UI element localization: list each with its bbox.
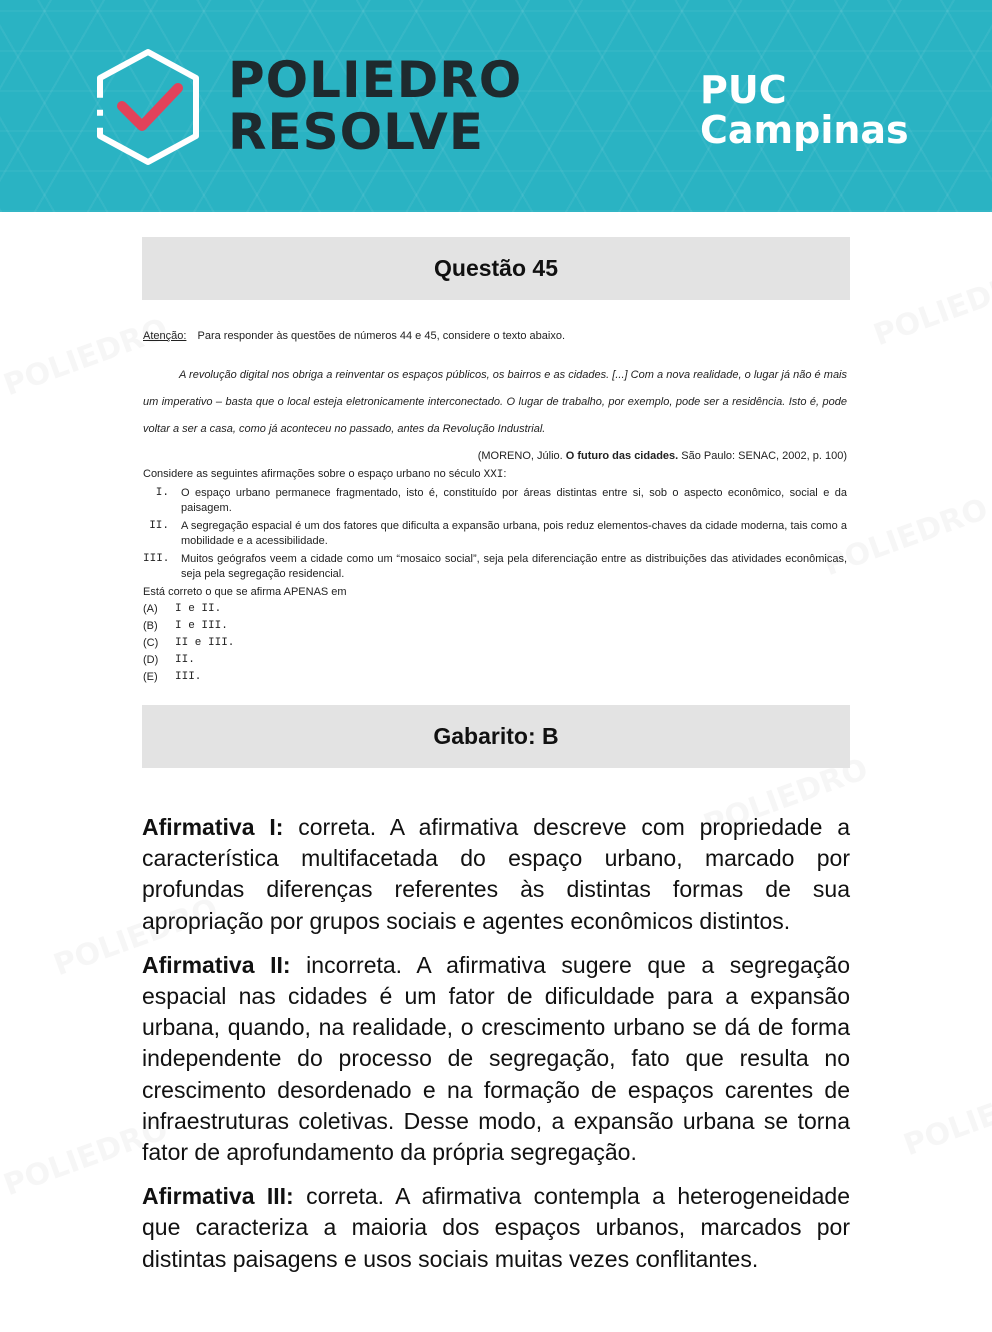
explanation-label: Afirmativa II: — [142, 951, 291, 978]
explanation-text: correta. A afirmativa contempla a heterogeneidade que caracteriza a maioria dos espaços urbanos, marcados por distintas paisagens e usos sociais muitas vezes conflitantes. — [142, 1183, 850, 1272]
answer-option — [143, 601, 847, 618]
explanation-label: Afirmativa III: — [142, 1183, 294, 1210]
institution-line-1: PUC — [700, 68, 787, 112]
century-text: XXI — [483, 469, 504, 481]
answer-key-bar — [142, 705, 850, 768]
statement-item — [143, 486, 847, 516]
answer-key: Gabarito: B — [433, 723, 559, 749]
option-text: III. — [175, 671, 202, 683]
statement-number: II. — [149, 520, 169, 532]
explanation-paragraph — [142, 1181, 850, 1275]
answer-option — [143, 618, 847, 635]
consider-end: : — [503, 468, 507, 480]
consider-statement — [143, 466, 847, 483]
checkmark-hexagon-icon — [92, 48, 204, 166]
reference-author: (MORENO, Júlio. — [477, 450, 566, 462]
statement-item — [143, 519, 847, 549]
reference-rest: São Paulo: SENAC, 2002, p. 100) — [678, 450, 847, 462]
header-banner — [0, 0, 992, 212]
answer-option — [143, 669, 847, 686]
attention-label: Atenção: — [143, 330, 187, 342]
option-letter: (B) — [143, 620, 158, 632]
question-title: Questão 45 — [434, 255, 558, 281]
brand-line-2: RESOLVE — [228, 103, 484, 161]
option-letter: (D) — [143, 654, 159, 666]
excerpt-reference — [143, 447, 847, 465]
statement-text: Muitos geógrafos veem a cidade como um “mosaico social”, seja pela diferenciação entre as distribuições das atividades econômicas, seja pela segregação residencial. — [181, 553, 847, 580]
explanation-text: correta. A afirmativa descreve com propriedade a característica multifacetada do espaço urbano, marcado por profundas diferenças referentes às distintas formas de sua apropriação por grupos sociais e agentes econômicos distintos. — [142, 814, 850, 934]
brand-line-1: POLIEDRO — [228, 51, 523, 109]
watermark — [869, 262, 992, 354]
statement-number: I. — [155, 487, 169, 499]
option-text: I e III. — [175, 620, 228, 632]
explanation-label: Afirmativa I: — [142, 814, 284, 840]
answer-explanation — [142, 812, 850, 1288]
institution-name — [700, 70, 909, 150]
reference-title: O futuro das cidades. — [565, 450, 679, 462]
watermark — [899, 1072, 992, 1164]
option-letter: (A) — [143, 603, 158, 615]
answer-option — [143, 635, 847, 652]
question-stem: Está correto o que se afirma APENAS em — [143, 586, 347, 598]
statement-item — [143, 552, 847, 582]
option-letter: (C) — [143, 637, 159, 649]
attention-text: Para responder às questões de números 44 e 45, considere o texto abaixo. — [197, 330, 565, 342]
statement-number: III. — [143, 553, 170, 565]
excerpt-text: A revolução digital nos obriga a reinventar os espaços públicos, os bairros e as cidades. [...] Com a nova realidade, o lugar já não é mais um imperativo – basta que o local esteja eletronicamente interconectado. O lugar de trabalho, por exemplo, pode ser a residência. Isto é, pode voltar a ser a casa, como já aconteceu no passado, antes da Revolução Industrial. — [143, 369, 847, 435]
explanation-paragraph — [142, 950, 850, 1168]
brand-logo-text — [228, 51, 523, 161]
statement-text: O espaço urbano permanece fragmentado, isto é, constituído por áreas distintas entre si, sob o aspecto econômico, social e da paisagem. — [181, 487, 847, 514]
explanation-paragraph — [142, 812, 850, 937]
explanation-text: incorreta. A afirmativa sugere que a segregação espacial nas cidades é um fator de dificuldade para a expansão urbana, quando, na realidade, o crescimento urbano se dá de forma independente do processo de segregação, fato que resulta no crescimento desordenado e na formação de espaços carentes de infraestruturas coletivas. Desse modo, a expansão urbana se torna fator de aprofundamento da própria segregação. — [142, 951, 850, 1166]
statement-text: A segregação espacial é um dos fatores que dificulta a expansão urbana, pois reduz elementos-chaves da cidade moderna, tais como a mobilidade e a acessibilidade. — [181, 520, 847, 547]
consider-text: Considere as seguintes afirmações sobre o espaço urbano no século — [143, 468, 484, 480]
option-letter: (E) — [143, 671, 158, 683]
option-text: I e II. — [175, 603, 222, 615]
attention-note — [143, 326, 847, 346]
option-text: II e III. — [175, 637, 235, 649]
question-body — [143, 326, 847, 686]
answer-option — [143, 652, 847, 669]
question-title-bar — [142, 237, 850, 300]
institution-line-2: Campinas — [700, 108, 909, 152]
option-text: II. — [175, 654, 195, 666]
